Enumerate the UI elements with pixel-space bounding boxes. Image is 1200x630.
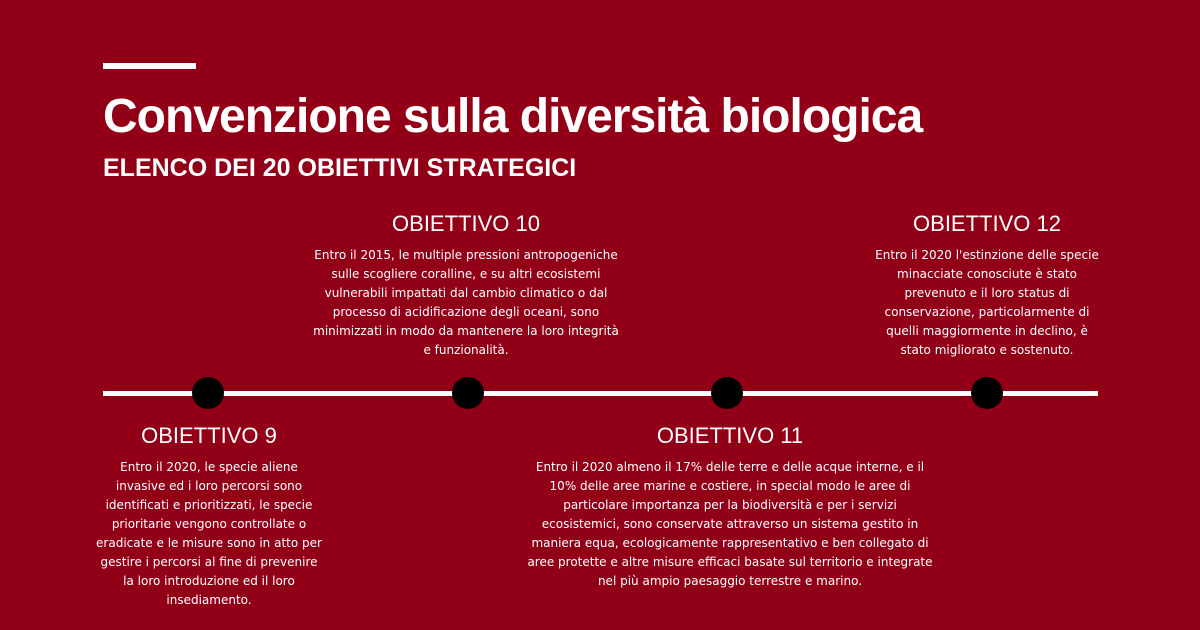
goal-9-text: Entro il 2020, le specie aliene invasive ed i loro percorsi sono identificati e prioritizzati, le specie prioritarie vengono controllate o eradicate e le misure sono in atto per gestire i percorsi al fine di prevenire la loro introduzione ed il loro insediamento. [96, 460, 322, 607]
goal-11-block [525, 422, 935, 591]
goal-12-block [872, 210, 1102, 360]
timeline-dot-goal-12 [971, 377, 1003, 409]
page-title: Convenzione sulla diversità biologica [103, 90, 923, 143]
title-accent-bar [103, 63, 196, 69]
timeline-dot-goal-10 [452, 377, 484, 409]
timeline-line [103, 391, 1098, 396]
timeline-dot-goal-11 [711, 377, 743, 409]
goal-11-title: OBIETTIVO 11 [656, 423, 804, 448]
goal-11-text: Entro il 2020 almeno il 17% delle terre e delle acque interne, e il 10% delle aree marine e costiere, in special modo le aree di particolare importanza per la biodiversità e per i servizi ecosistemici, sono conservate attraverso un sistema gestito in maniera equa, ecologicamente rappresentativo e ben collegato di aree protette e altre misure efficaci basate sul territorio e integrate nel più ampio paesaggio terrestre e marino. [527, 460, 933, 588]
goal-12-text: Entro il 2020 l'estinzione delle specie minacciate conosciute è stato prevenuto e il loro status di conservazione, particolarmente di quelli maggiormente in declino, è stato migliorato e sostenuto. [875, 248, 1099, 357]
timeline-dot-goal-9 [192, 377, 224, 409]
goal-10-block [310, 210, 622, 360]
goal-10-text: Entro il 2015, le multiple pressioni antropogeniche sulle scogliere coralline, e su altri ecosistemi vulnerabili impattati dal cambio climatico o dal processo di acidificazione degli oceani, sono minimizzati in modo da mantenere la loro integrità e funzionalità. [313, 248, 619, 357]
goal-9-title: OBIETTIVO 9 [141, 423, 277, 448]
goal-12-title: OBIETTIVO 12 [913, 211, 1061, 236]
page-subtitle: ELENCO DEI 20 OBIETTIVI STRATEGICI [103, 154, 577, 182]
goal-9-block [95, 422, 323, 610]
goal-10-title: OBIETTIVO 10 [392, 211, 540, 236]
